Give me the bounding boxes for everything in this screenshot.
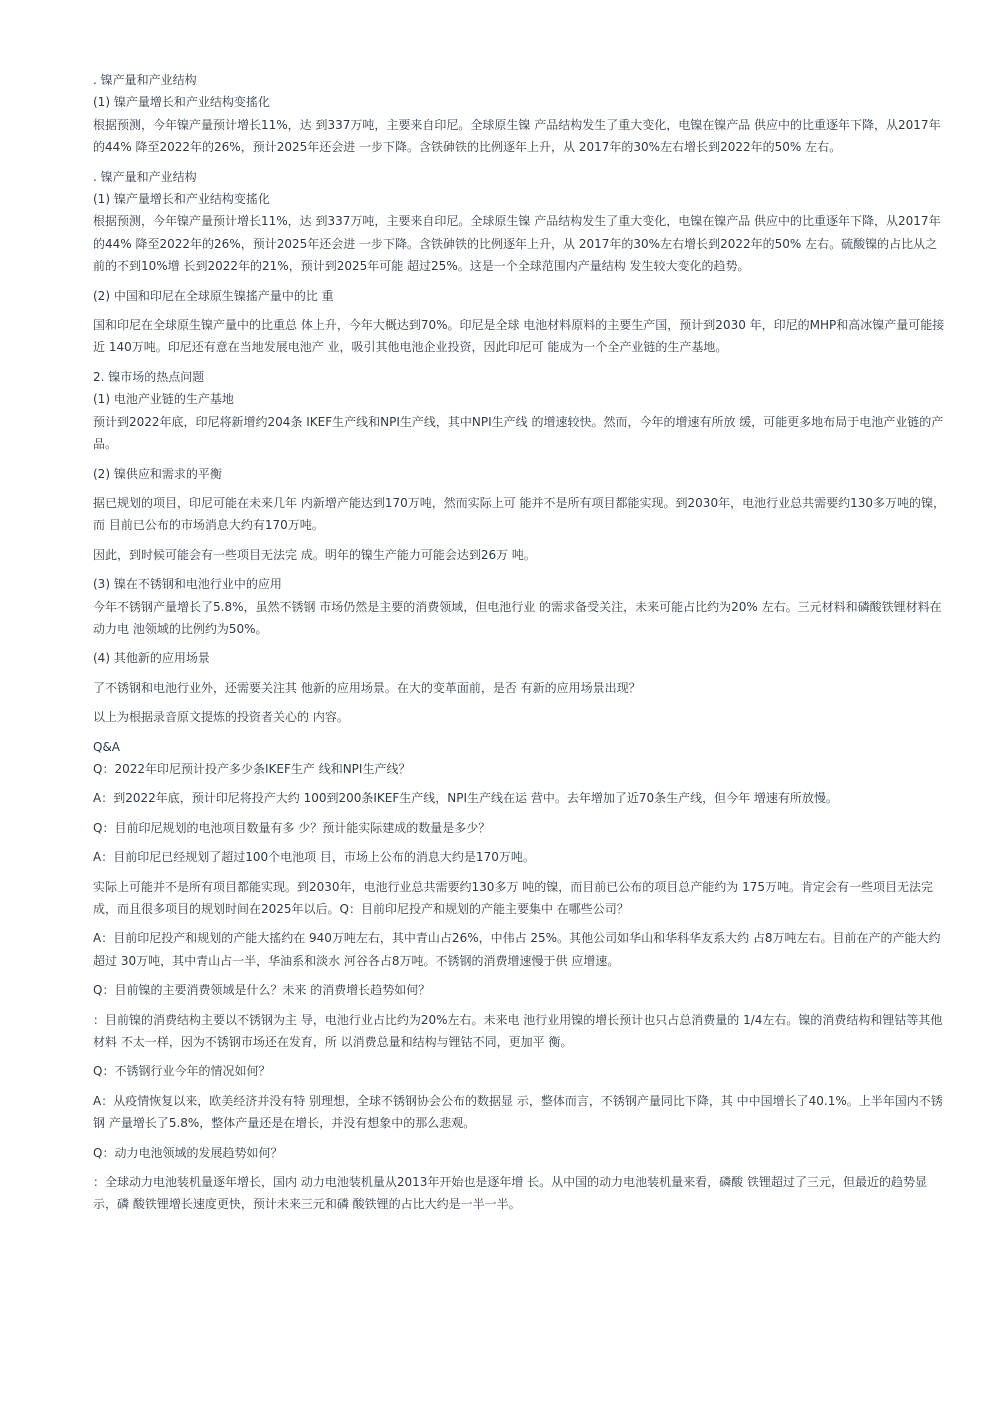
paragraph: A：目前印尼已经规划了超过100个电池项 目，市场上公布的消息大约是170万吨。 — [93, 850, 535, 865]
document-page — [93, 69, 945, 1216]
paragraph: 以上为根据录音原文提炼的投资者关心的 内容。 — [93, 710, 349, 725]
paragraph: 了不锈钢和电池行业外，还需要关注其 他新的应用场景。在大的变革面前，是否 有新的应用场景出现？ — [93, 680, 641, 695]
paragraph: Q：2022年印尼预计投产多少条IKEF生产 线和NPI生产线？ — [93, 761, 411, 776]
paragraph: Q：不锈钢行业今年的情况如何？ — [93, 1064, 271, 1079]
paragraph: (1) 镍产量增长和产业结构变搖化 — [93, 95, 270, 110]
paragraph: A：到2022年底，预计印尼将投产大约 100到200条IKEF生产线，NPI生产线在运 营中。去年增加了近70条生产线，但今年 增速有所放慢。 — [93, 791, 838, 806]
paragraph: 实际上可能并不是所有项目都能实现。到2030年，电池行业总共需要约130多万 吨的镍，而目前已公布的项目总产能约为 175万吨。肯定会有一些项目无法完成，而且很多项目的规划时间在2025年以后。Q：目前印尼投产和规划的产能主要集中 在哪些公司？ — [93, 879, 933, 916]
paragraph: 根据预测，今年镍产量预计增长11%，达 到337万吨，主要来自印尼。全球原生镍 产品结构发生了重大变化，电镍在镍产品 供应中的比重逐年下降，从2017年的44% 降至2022年的26%，预计2025年还会进 一步下降。含铁砷铁的比例逐年上升，从 2017年的30%左右增长到2022年的50% 左右。 — [93, 117, 941, 155]
paragraph: Q：目前印尼规划的电池项目数量有多 少？预计能实际建成的数量是多少？ — [93, 820, 491, 835]
paragraph: (2) 镍供应和需求的平衡 — [93, 466, 222, 481]
paragraph: . 镍产量和产业结构 — [93, 169, 197, 184]
paragraph: 国和印尼在全球原生镍产量中的比重总 体上升，今年大概达到70%。印尼是全球 电池材料原料的主要生产国，预计到2030 年，印尼的MHP和高冰镍产量可能接近 140万吨。印尼还有意在当地发展电池产 业，吸引其他电池企业投资，因此印尼可 能成为一个全产业链的生产基地。 — [93, 318, 945, 355]
paragraph: (1) 电池产业链的生产基地 — [93, 392, 234, 407]
paragraph: (4) 其他新的应用场景 — [93, 651, 210, 666]
paragraph: 预计到2022年底，印尼将新增约204条 IKEF生产线和NPI生产线，其中NPI生产线 的增速较快。然而，今年的增速有所放 缓，可能更多地布局于电池产业链的产 品。 — [93, 414, 944, 452]
paragraph: 因此，到时候可能会有一些项目无法完 成。明年的镍生产能力可能会达到26万 吨。 — [93, 547, 536, 562]
paragraph: Q&A — [93, 739, 121, 754]
paragraph: A：目前印尼投产和规划的产能大搖约在 940万吨左右，其中青山占26%，中伟占 25%。其他公司如华山和华科华友系大约 占8万吨左右。目前在产的产能大约超过 30万吨，其中青山占一半，华油系和淡水 河谷各占8万吨。不锈钢的消费增速慢于供 应增速。 — [93, 931, 941, 968]
paragraph: 今年不锈钢产量增长了5.8%，虽然不锈钢 市场仍然是主要的消费领域，但电池行业 的需求备受关注，未来可能占比约为20% 左右。三元材料和磷酸铁锂材料在动力电 池领域的比例约为50%。 — [93, 599, 942, 636]
paragraph: ：全球动力电池装机量逐年增长，国内 动力电池装机量从2013年开始也是逐年增 长。从中国的动力电池装机量来看，磷酸 铁锂超过了三元，但最近的趋势显示，磷 酸铁锂增长速度更快，预计未来三元和磷 酸铁锂的占比大约是一半一半。 — [93, 1175, 927, 1212]
paragraph: A：从疫情恢复以来，欧美经济并没有特 别理想，全球不锈钢协会公布的数据显 示，整体而言，不锈钢产量同比下降，其 中中国增长了40.1%。上半年国内不锈钢 产量增长了5.8%，整体产量还是在增长，并没有想象中的那么悲观。 — [93, 1093, 943, 1131]
paragraph: (2) 中国和印尼在全球原生镍搖产量中的比 重 — [93, 288, 334, 303]
paragraph: Q：目前镍的主要消费领域是什么？未来 的消费增长趋势如何？ — [93, 983, 431, 998]
paragraph: ：目前镍的消费结构主要以不锈钢为主 导，电池行业占比约为20%左右。未来电 池行业用镍的增长预计也只占总消费量的 1/4左右。镍的消费结构和锂钴等其他材料 不太一样，因为不锈钢市场还在发育，所 以消费总量和结构与锂钴不同，更加平 衡。 — [93, 1012, 943, 1050]
paragraph: Q：动力电池领域的发展趋势如何？ — [93, 1145, 283, 1160]
paragraph: 根据预测，今年镍产量预计增长11%，达 到337万吨，主要来自印尼。全球原生镍 产品结构发生了重大变化，电镍在镍产品 供应中的比重逐年下降，从2017年的44% 降至2022年的26%，预计2025年还会进 一步下降。含铁砷铁的比例逐年上升，从 2017年的30%左右增长到2022年的50% 左右。硫酸镍的占比从之前的不到10%增 长到2022年的21%，预计到2025年可能 超过25%。这是一个全球范围内产量结构 发生较大变化的趋势。 — [93, 214, 941, 274]
paragraph: (1) 镍产量增长和产业结构变搖化 — [93, 192, 270, 207]
paragraph: (3) 镍在不锈钢和电池行业中的应用 — [93, 577, 282, 592]
paragraph: 据已规划的项目，印尼可能在未来几年 内新增产能达到170万吨，然而实际上可 能并不是所有项目都能实现。到2030年，电池行业总共需要约130多万吨的镍，而 目前已公布的市场消息大约有170万吨。 — [93, 495, 945, 533]
paragraph: 2. 镍市场的热点问题 — [93, 369, 205, 384]
paragraph: . 镍产量和产业结构 — [93, 73, 197, 87]
